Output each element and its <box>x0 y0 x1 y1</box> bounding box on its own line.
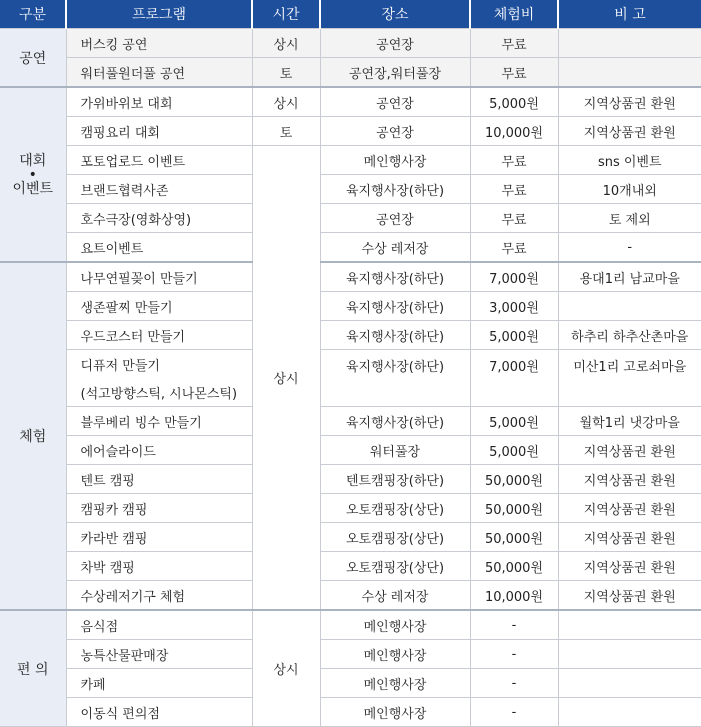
header-place: 장소 <box>320 0 470 29</box>
note-cell <box>558 58 701 88</box>
note-cell <box>558 610 701 640</box>
place-cell: 육지행사장(하단) <box>320 321 470 350</box>
time-cell: 상시 <box>252 87 320 117</box>
place-cell: 오토캠핑장(상단) <box>320 552 470 581</box>
table-row <box>0 523 701 552</box>
fee-cell: 50,000원 <box>470 494 558 523</box>
table-row <box>0 640 701 669</box>
fee-cell: 5,000원 <box>470 87 558 117</box>
time-cell: 상시 <box>252 29 320 58</box>
program-cell: 디퓨저 만들기 <box>66 350 252 379</box>
program-cell: 포토업로드 이벤트 <box>66 146 252 175</box>
note-cell: 지역상품권 환원 <box>558 87 701 117</box>
fee-cell: 50,000원 <box>470 465 558 494</box>
fee-cell: 3,000원 <box>470 292 558 321</box>
program-cell: 텐트 캠핑 <box>66 465 252 494</box>
fee-cell: 10,000원 <box>470 117 558 146</box>
table-row <box>0 407 701 436</box>
program-cell: 차박 캠핑 <box>66 552 252 581</box>
place-cell: 오토캠핑장(상단) <box>320 494 470 523</box>
note-cell: 토 제외 <box>558 204 701 233</box>
table-row <box>0 552 701 581</box>
program-cell: 캠핑요리 대회 <box>66 117 252 146</box>
program-cell: 생존팔찌 만들기 <box>66 292 252 321</box>
note-cell: 지역상품권 환원 <box>558 552 701 581</box>
category-event <box>0 87 66 262</box>
note-cell: 10개내외 <box>558 175 701 204</box>
place-cell: 오토캠핑장(상단) <box>320 523 470 552</box>
place-cell: 메인행사장 <box>320 146 470 175</box>
place-cell: 메인행사장 <box>320 640 470 669</box>
table-row <box>0 669 701 698</box>
fee-cell: 50,000원 <box>470 523 558 552</box>
program-cell: 에어슬라이드 <box>66 436 252 465</box>
table-row <box>0 204 701 233</box>
note-cell: 하추리 하추산촌마을 <box>558 321 701 350</box>
place-cell: 공연장 <box>320 204 470 233</box>
program-cell: 이동식 편의점 <box>66 698 252 727</box>
note-cell: - <box>558 233 701 263</box>
time-cell: 토 <box>252 117 320 146</box>
place-cell: 메인행사장 <box>320 698 470 727</box>
table-row <box>0 175 701 204</box>
place-cell: 메인행사장 <box>320 669 470 698</box>
table-row <box>0 87 701 117</box>
table-row <box>0 292 701 321</box>
program-cell: 수상레저기구 체험 <box>66 581 252 611</box>
note-cell: 지역상품권 환원 <box>558 436 701 465</box>
table-row <box>0 436 701 465</box>
fee-cell: 7,000원 <box>470 262 558 292</box>
program-cell: 호수극장(영화상영) <box>66 204 252 233</box>
program-cell: 우드코스터 만들기 <box>66 321 252 350</box>
fee-cell: 7,000원 <box>470 350 558 407</box>
table-row <box>0 350 701 379</box>
place-cell: 공연장 <box>320 87 470 117</box>
table-row <box>0 29 701 58</box>
fee-cell: - <box>470 640 558 669</box>
table-row <box>0 146 701 175</box>
note-cell: 지역상품권 환원 <box>558 117 701 146</box>
note-cell <box>558 292 701 321</box>
note-cell: 지역상품권 환원 <box>558 523 701 552</box>
note-cell <box>558 640 701 669</box>
program-cell: 가위바위보 대회 <box>66 87 252 117</box>
place-cell: 텐트캠핑장(하단) <box>320 465 470 494</box>
fee-cell: 50,000원 <box>470 552 558 581</box>
place-cell: 육지행사장(하단) <box>320 407 470 436</box>
category-event-dot: • <box>28 166 37 183</box>
table-row <box>0 233 701 263</box>
place-cell: 육지행사장(하단) <box>320 175 470 204</box>
time-cell-shared: 상시 <box>252 146 320 611</box>
table-row <box>0 321 701 350</box>
fee-cell: 무료 <box>470 146 558 175</box>
program-cell: 나무연필꽂이 만들기 <box>66 262 252 292</box>
place-cell: 공연장 <box>320 29 470 58</box>
place-cell: 육지행사장(하단) <box>320 350 470 407</box>
header-category: 구분 <box>0 0 66 29</box>
fee-cell: - <box>470 610 558 640</box>
note-cell: 미산1리 고로쇠마을 <box>558 350 701 407</box>
fee-cell: 무료 <box>470 58 558 88</box>
fee-cell: 무료 <box>470 175 558 204</box>
note-cell: 용대1리 남교마을 <box>558 262 701 292</box>
program-cell: 캠핑카 캠핑 <box>66 494 252 523</box>
fee-cell: 무료 <box>470 204 558 233</box>
category-performance: 공연 <box>0 29 66 88</box>
time-cell: 토 <box>252 58 320 88</box>
table-row <box>0 610 701 640</box>
fee-cell: 5,000원 <box>470 436 558 465</box>
fee-cell: 5,000원 <box>470 407 558 436</box>
place-cell: 공연장,워터풀장 <box>320 58 470 88</box>
table-row <box>0 581 701 611</box>
table-row <box>0 58 701 88</box>
place-cell: 메인행사장 <box>320 610 470 640</box>
note-cell: 지역상품권 환원 <box>558 581 701 611</box>
note-cell <box>558 698 701 727</box>
fee-cell: 10,000원 <box>470 581 558 611</box>
program-cell: 워터풀원더풀 공연 <box>66 58 252 88</box>
note-cell: 지역상품권 환원 <box>558 494 701 523</box>
program-cell: 브랜드협력사존 <box>66 175 252 204</box>
header-row <box>0 0 701 29</box>
table-row <box>0 117 701 146</box>
place-cell: 육지행사장(하단) <box>320 262 470 292</box>
place-cell: 워터풀장 <box>320 436 470 465</box>
time-cell-shared: 상시 <box>252 610 320 727</box>
fee-cell: - <box>470 698 558 727</box>
program-cell: 카라반 캠핑 <box>66 523 252 552</box>
place-cell: 공연장 <box>320 117 470 146</box>
program-cell: 농특산물판매장 <box>66 640 252 669</box>
category-convenience: 편 의 <box>0 610 66 727</box>
note-cell <box>558 669 701 698</box>
header-note: 비 고 <box>558 0 701 29</box>
fee-cell: 5,000원 <box>470 321 558 350</box>
fee-cell: 무료 <box>470 29 558 58</box>
header-fee: 체험비 <box>470 0 558 29</box>
fee-cell: 무료 <box>470 233 558 263</box>
fee-cell: - <box>470 669 558 698</box>
table-row <box>0 698 701 727</box>
table-row <box>0 262 701 292</box>
category-event-line1: 대회 <box>19 152 47 169</box>
program-cell: 요트이벤트 <box>66 233 252 263</box>
program-cell-continued: (석고방향스틱, 시나몬스틱) <box>66 378 252 407</box>
place-cell: 수상 레저장 <box>320 233 470 263</box>
program-cell: 버스킹 공연 <box>66 29 252 58</box>
table-row <box>0 494 701 523</box>
category-event-line2: 이벤트 <box>12 180 54 197</box>
program-cell: 음식점 <box>66 610 252 640</box>
note-cell: sns 이벤트 <box>558 146 701 175</box>
note-cell <box>558 29 701 58</box>
header-program: 프로그램 <box>66 0 252 29</box>
category-experience: 체험 <box>0 262 66 610</box>
header-time: 시간 <box>252 0 320 29</box>
program-cell: 블루베리 빙수 만들기 <box>66 407 252 436</box>
table-row <box>0 465 701 494</box>
place-cell: 수상 레저장 <box>320 581 470 611</box>
place-cell: 육지행사장(하단) <box>320 292 470 321</box>
note-cell: 월학1리 냇강마을 <box>558 407 701 436</box>
program-cell: 카페 <box>66 669 252 698</box>
note-cell: 지역상품권 환원 <box>558 465 701 494</box>
